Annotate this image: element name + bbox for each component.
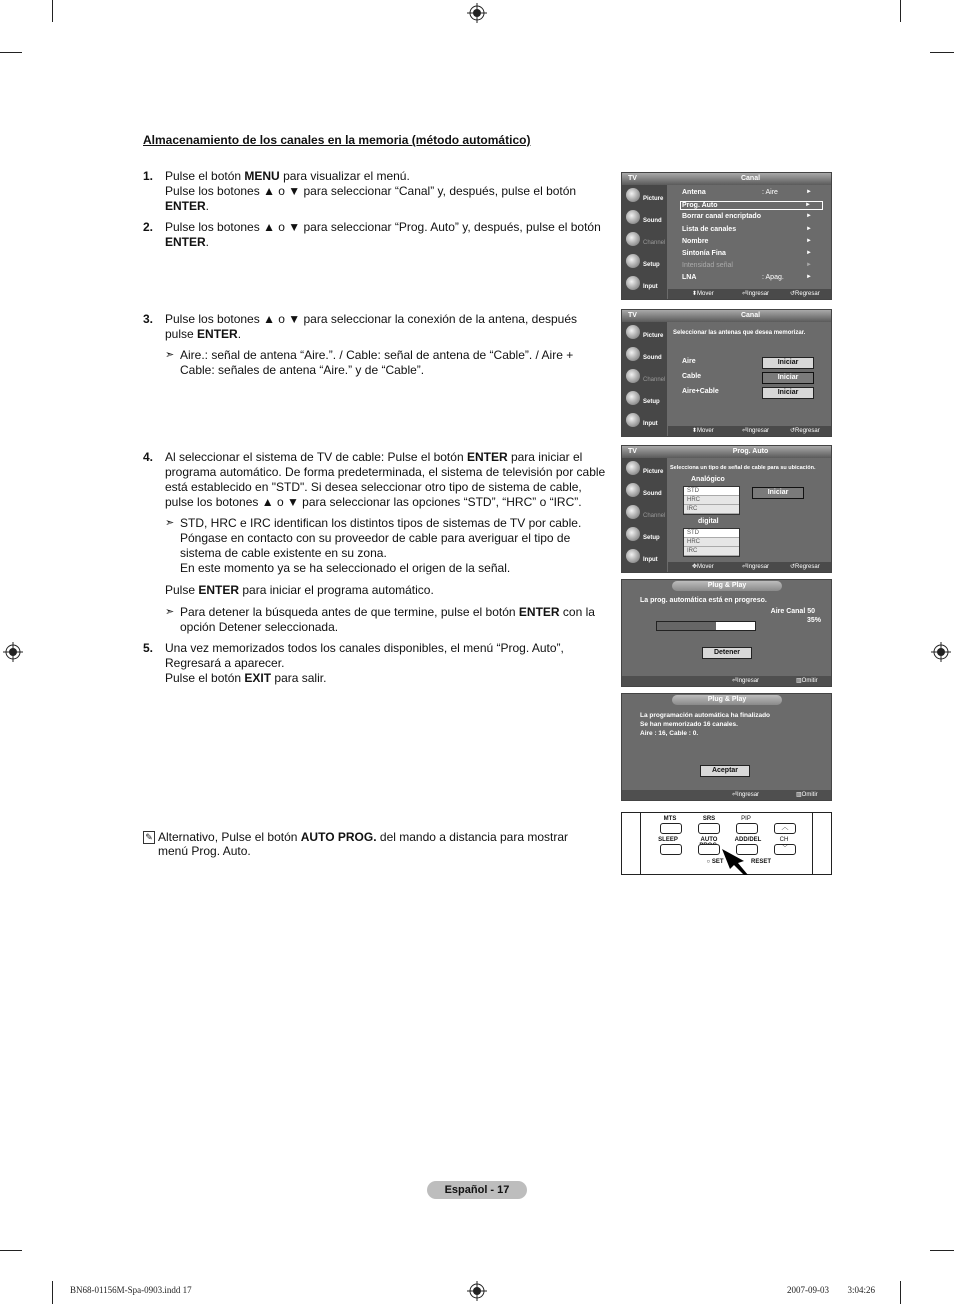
note-arrow-icon: ➣ (165, 517, 175, 529)
crop-mark (0, 52, 22, 53)
crop-mark (900, 1281, 901, 1304)
footer-move: ⬍ Mover (692, 291, 714, 297)
sidebar-item-sound[interactable] (625, 209, 667, 229)
pip-key-label: PIP (741, 816, 751, 822)
note-text: En este momento ya se ha seleccionado el origen de la señal. (180, 561, 511, 575)
start-button[interactable]: Iniciar (762, 387, 814, 399)
osd-title: Canal (740, 175, 761, 182)
sleep-key-label: SLEEP (658, 837, 678, 843)
osd-footer (668, 562, 831, 572)
menu-item[interactable] (682, 262, 822, 269)
sound-icon (626, 210, 640, 224)
menu-item[interactable] (682, 250, 822, 257)
option-irc[interactable]: IRC (684, 505, 739, 514)
setup-icon (626, 527, 640, 541)
footer-return: ↺ Regresar (790, 291, 820, 297)
footer-enter: ⏎ Ingresar (742, 428, 770, 434)
osd-titlebar (622, 310, 831, 322)
start-button[interactable]: Iniciar (762, 357, 814, 369)
note (165, 516, 608, 576)
sidebar-item-label: Picture (643, 469, 664, 475)
bold-key-name: ENTER (165, 235, 206, 249)
start-button[interactable]: Iniciar (752, 487, 804, 499)
sidebar-item-label: Setup (643, 262, 660, 268)
osd-tv-label: TV (628, 312, 637, 319)
tip (143, 830, 593, 858)
channel-icon (626, 232, 640, 246)
menu-item-label: Intensidad señal (682, 262, 733, 270)
sidebar-item-setup[interactable] (625, 390, 667, 410)
sidebar-item-setup[interactable] (625, 526, 667, 546)
osd-title: Canal (740, 312, 761, 319)
note-arrow-icon: ➣ (165, 349, 175, 361)
auto-prog-key[interactable] (698, 844, 720, 855)
chevron-right-icon: ► (806, 189, 812, 195)
menu-item-label: Nombre (682, 237, 709, 245)
osd-main (668, 458, 831, 562)
footer-enter: ⏎ Ingresar (732, 678, 760, 684)
digital-label: digital (698, 518, 719, 525)
sidebar-item-label: Sound (643, 355, 662, 361)
osd-titlebar (622, 173, 831, 185)
sidebar-item-label: Input (643, 284, 658, 290)
sidebar-item-input[interactable] (625, 412, 667, 432)
footer-return: ↺ Regresar (790, 428, 820, 434)
antenna-option-label: Aire+Cable (682, 388, 719, 395)
ch-down-key[interactable]: ﹀ (774, 844, 796, 855)
chevron-right-icon: ► (806, 250, 812, 256)
note-text: Aire.: señal de antena “Aire.”. / Cable: señal de antena de “Cable”. / Aire + Cable: señales de antena “Aire.” y de “Cable”. (180, 348, 574, 377)
crop-mark (52, 1281, 53, 1304)
file-slug: BN68-01156M-Spa-0903.indd 17 (70, 1285, 192, 1295)
sidebar-item-setup[interactable] (625, 253, 667, 273)
setup-icon (626, 391, 640, 405)
step-number: 1. (143, 169, 154, 183)
chevron-right-icon: ► (806, 225, 812, 232)
sidebar-item-label: Setup (643, 535, 660, 541)
footer-skip: ▥ Omitir (796, 792, 818, 798)
option-hrc[interactable]: HRC (684, 496, 739, 505)
channel-icon (626, 369, 640, 383)
picture-icon (626, 188, 640, 202)
osd-cable-type-menu (621, 445, 832, 573)
sidebar-item-label: Input (643, 421, 658, 427)
note-text: STD, HRC e IRC identifican los distintos tipos de sistemas de TV por cable. Póngase en contacto con su proveedor de cable para averiguar el tipo de sistema de cable existente en su zona. (180, 516, 582, 560)
sidebar-item-label: Channel (643, 513, 666, 519)
sidebar-item-label: Picture (643, 196, 664, 202)
option-hrc[interactable]: HRC (684, 538, 739, 547)
step-3 (143, 312, 608, 378)
menu-item[interactable] (682, 226, 822, 233)
chevron-right-icon: ► (806, 262, 812, 269)
progress-percent: 35% (806, 617, 821, 624)
ch-key-label: CH (779, 837, 789, 843)
done-line: Se han memorizado 16 canales. (640, 721, 738, 728)
antenna-option-label: Aire (682, 358, 696, 365)
footer-move: ⬍ Mover (692, 428, 714, 434)
analog-label: Analógico (691, 476, 725, 483)
input-icon (626, 276, 640, 290)
osd-channel-menu (621, 172, 832, 300)
sound-icon (626, 347, 640, 361)
srs-key-label: SRS (702, 816, 716, 822)
registration-mark-icon (931, 642, 951, 662)
mts-key[interactable] (660, 823, 682, 834)
chevron-right-icon: ► (806, 237, 812, 244)
done-message (640, 711, 770, 738)
menu-item[interactable] (682, 238, 822, 245)
page-number-badge: Español - 17 (427, 1181, 527, 1199)
note-text: Para detener la búsqueda antes de que termine, pulse el botón ENTER con la opción Detener seleccionada. (180, 605, 595, 634)
sidebar-item-picture[interactable] (625, 187, 667, 207)
chevron-right-icon: ► (806, 213, 812, 220)
set-key-label: ○ SET (706, 859, 724, 865)
stop-button[interactable]: Detener (702, 647, 752, 659)
osd-footer (668, 289, 831, 299)
footer-enter: ⏎ Ingresar (742, 291, 770, 297)
digital-option-list[interactable] (683, 528, 740, 557)
bold-key-name: ENTER (466, 450, 508, 464)
note (165, 605, 608, 635)
osd-antenna-menu (621, 309, 832, 437)
step-line: Pulse los botones ▲ o ▼ para seleccionar “Prog. Auto” y, después, pulse el botón ENTER. (165, 220, 601, 249)
sound-icon (626, 483, 640, 497)
step-line: Pulse los botones ▲ o ▼ para seleccionar la conexión de la antena, después pulse ENTER. (165, 312, 578, 341)
sidebar-item-channel[interactable] (625, 231, 667, 251)
analog-option-list[interactable] (683, 486, 740, 515)
footer-move: ✥ Mover (692, 564, 714, 570)
menu-item-label: Borrar canal encriptado (682, 213, 761, 221)
step-1 (143, 169, 608, 214)
input-icon (626, 413, 640, 427)
step-line: Pulse el botón EXIT para salir. (165, 671, 327, 685)
menu-item[interactable] (680, 201, 823, 210)
pip-key[interactable] (736, 823, 758, 834)
option-irc[interactable]: IRC (684, 547, 739, 556)
done-line: Aire : 16, Cable : 0. (640, 730, 699, 737)
option-std[interactable]: STD (684, 529, 739, 538)
crop-mark (900, 0, 901, 22)
bold-key-name: EXIT (244, 671, 272, 685)
crop-mark (0, 1250, 22, 1251)
bold-key-name: ENTER (197, 327, 238, 341)
sidebar-item-picture[interactable] (625, 460, 667, 480)
bold-key-name: AUTO PROG. (300, 830, 377, 844)
step-number: 3. (143, 312, 154, 326)
sidebar-item-sound[interactable] (625, 346, 667, 366)
osd-main (668, 185, 831, 289)
osd-tv-label: TV (628, 448, 637, 455)
sidebar-item-label: Picture (643, 333, 664, 339)
step-2 (143, 220, 608, 250)
osd-titlebar (622, 446, 831, 458)
menu-item-label: Sintonía Fina (682, 250, 726, 257)
note-arrow-icon: ➣ (165, 606, 175, 618)
sidebar-item-input[interactable] (625, 548, 667, 568)
sleep-key[interactable] (660, 844, 682, 855)
crop-mark (930, 52, 954, 53)
sidebar-item-label: Input (643, 557, 658, 563)
note (165, 348, 608, 378)
setup-icon (626, 254, 640, 268)
osd-sidebar (622, 322, 667, 436)
chevron-right-icon: ► (806, 274, 812, 281)
osd-title: Prog. Auto (732, 448, 769, 455)
osd-tv-label: TV (628, 175, 637, 182)
bold-key-name: ENTER (518, 605, 560, 619)
step-line: Pulse los botones ▲ o ▼ para seleccionar “Canal” y, después, pulse el botón ENTER. (165, 184, 577, 213)
menu-item-label: Lista de canales (682, 225, 737, 233)
progress-channel: Aire Canal 50 (770, 608, 815, 615)
menu-item-label: Antena (682, 189, 706, 196)
step-line: Pulse ENTER para iniciar el programa automático. (165, 583, 434, 597)
osd-prompt: Seleccionar las antenas que desea memorizar. (673, 330, 806, 336)
step-4 (143, 450, 608, 635)
osd-main (668, 322, 831, 426)
start-button[interactable]: Iniciar (762, 372, 814, 384)
note-icon: ✎ (143, 831, 155, 844)
footer-skip: ▥ Omitir (796, 678, 818, 684)
bold-key-name: MENU (244, 169, 280, 183)
menu-item-label: LNA (682, 274, 697, 282)
sidebar-item-input[interactable] (625, 275, 667, 295)
progress-bar (656, 621, 756, 631)
date-slug: 2007-09-03 ￿￿ 3:04:26 (787, 1285, 875, 1295)
step-line: Al seleccionar el sistema de TV de cable: Pulse el botón ENTER para iniciar el programa automático. De forma predeterminada, el sistema de televisión por cable está establecido en "STD". Si desea seleccionar otro tipo de sistema de cable, pulse los botones ▲ o ▼ para seleccionar las opciones “STD”, “HRC” o “IRC”. (165, 450, 606, 509)
remote-control-illustration (621, 812, 832, 875)
step-line: Pulse el botón MENU para visualizar el menú. (165, 169, 410, 183)
bold-key-name: ENTER (165, 199, 206, 213)
sidebar-item-picture[interactable] (625, 324, 667, 344)
menu-item-label: Prog. Auto (682, 202, 718, 210)
menu-item[interactable] (682, 189, 822, 196)
crop-mark (930, 1250, 954, 1251)
progress-message: La prog. automática está en progreso. (640, 597, 767, 604)
sidebar-item-label: Sound (643, 218, 662, 224)
ch-up-key[interactable]: ︿ (774, 823, 796, 834)
option-std[interactable]: STD (684, 487, 739, 496)
mts-key-label: MTS (663, 816, 677, 822)
reset-key-label: RESET (750, 859, 771, 865)
section-heading: Almacenamiento de los canales en la memoria (método automático) (143, 133, 531, 147)
menu-item[interactable] (682, 213, 822, 220)
registration-mark-icon (467, 3, 487, 23)
step-5 (143, 641, 608, 686)
done-line: La programación automática ha finalizado (640, 712, 771, 719)
step-number: 4. (143, 450, 154, 464)
channel-icon (626, 505, 640, 519)
step-number: 2. (143, 220, 154, 234)
registration-mark-icon (3, 642, 23, 662)
menu-item-value: : Apag. (762, 274, 784, 282)
picture-icon (626, 325, 640, 339)
antenna-option-label: Cable (682, 373, 702, 380)
crop-mark (52, 0, 53, 22)
sidebar-item-channel[interactable] (625, 504, 667, 524)
accept-button[interactable]: Aceptar (700, 765, 750, 777)
sidebar-item-label: Channel (643, 240, 666, 246)
osd-sidebar (622, 458, 667, 572)
osd-plug-play-done (621, 693, 832, 801)
bold-key-name: ENTER (198, 583, 240, 597)
plug-footer (622, 676, 831, 686)
step-line: Una vez memorizados todos los canales disponibles, el menú “Prog. Auto”, Regresará a aparecer. (165, 641, 564, 670)
sidebar-item-label: Sound (643, 491, 662, 497)
chevron-right-icon: ► (805, 202, 811, 209)
osd-sidebar (622, 185, 667, 299)
footer-enter: ⏎ Ingresar (732, 792, 760, 798)
step-number: 5. (143, 641, 154, 655)
input-icon (626, 549, 640, 563)
footer-enter: ⏎ Ingresar (742, 564, 770, 570)
sidebar-item-label: Channel (643, 377, 666, 383)
plug-footer (622, 790, 831, 800)
plug-title: Plug & Play (672, 695, 782, 705)
plug-title: Plug & Play (672, 581, 782, 591)
tip-text: Alternativo, Pulse el botón AUTO PROG. del mando a distancia para mostrar menú Prog. Auto. (158, 830, 568, 858)
auto-prog-key-label: AUTO (700, 837, 718, 843)
sidebar-item-sound[interactable] (625, 482, 667, 502)
osd-prompt: Selecciona un tipo de señal de cable para su ubicación. (670, 465, 816, 471)
sidebar-item-channel[interactable] (625, 368, 667, 388)
progress-fill (657, 622, 716, 630)
sidebar-item-label: Setup (643, 399, 660, 405)
registration-mark-icon (467, 1281, 487, 1301)
osd-plug-play-progress (621, 579, 832, 687)
srs-key[interactable] (698, 823, 720, 834)
osd-footer (668, 426, 831, 436)
pointer-arrow-icon (722, 847, 762, 875)
menu-item[interactable] (682, 274, 822, 281)
add-del-key-label: ADD/DEL (734, 837, 762, 843)
picture-icon (626, 461, 640, 475)
menu-item-value: : Aire (762, 189, 778, 196)
footer-return: ↺ Regresar (790, 564, 820, 570)
